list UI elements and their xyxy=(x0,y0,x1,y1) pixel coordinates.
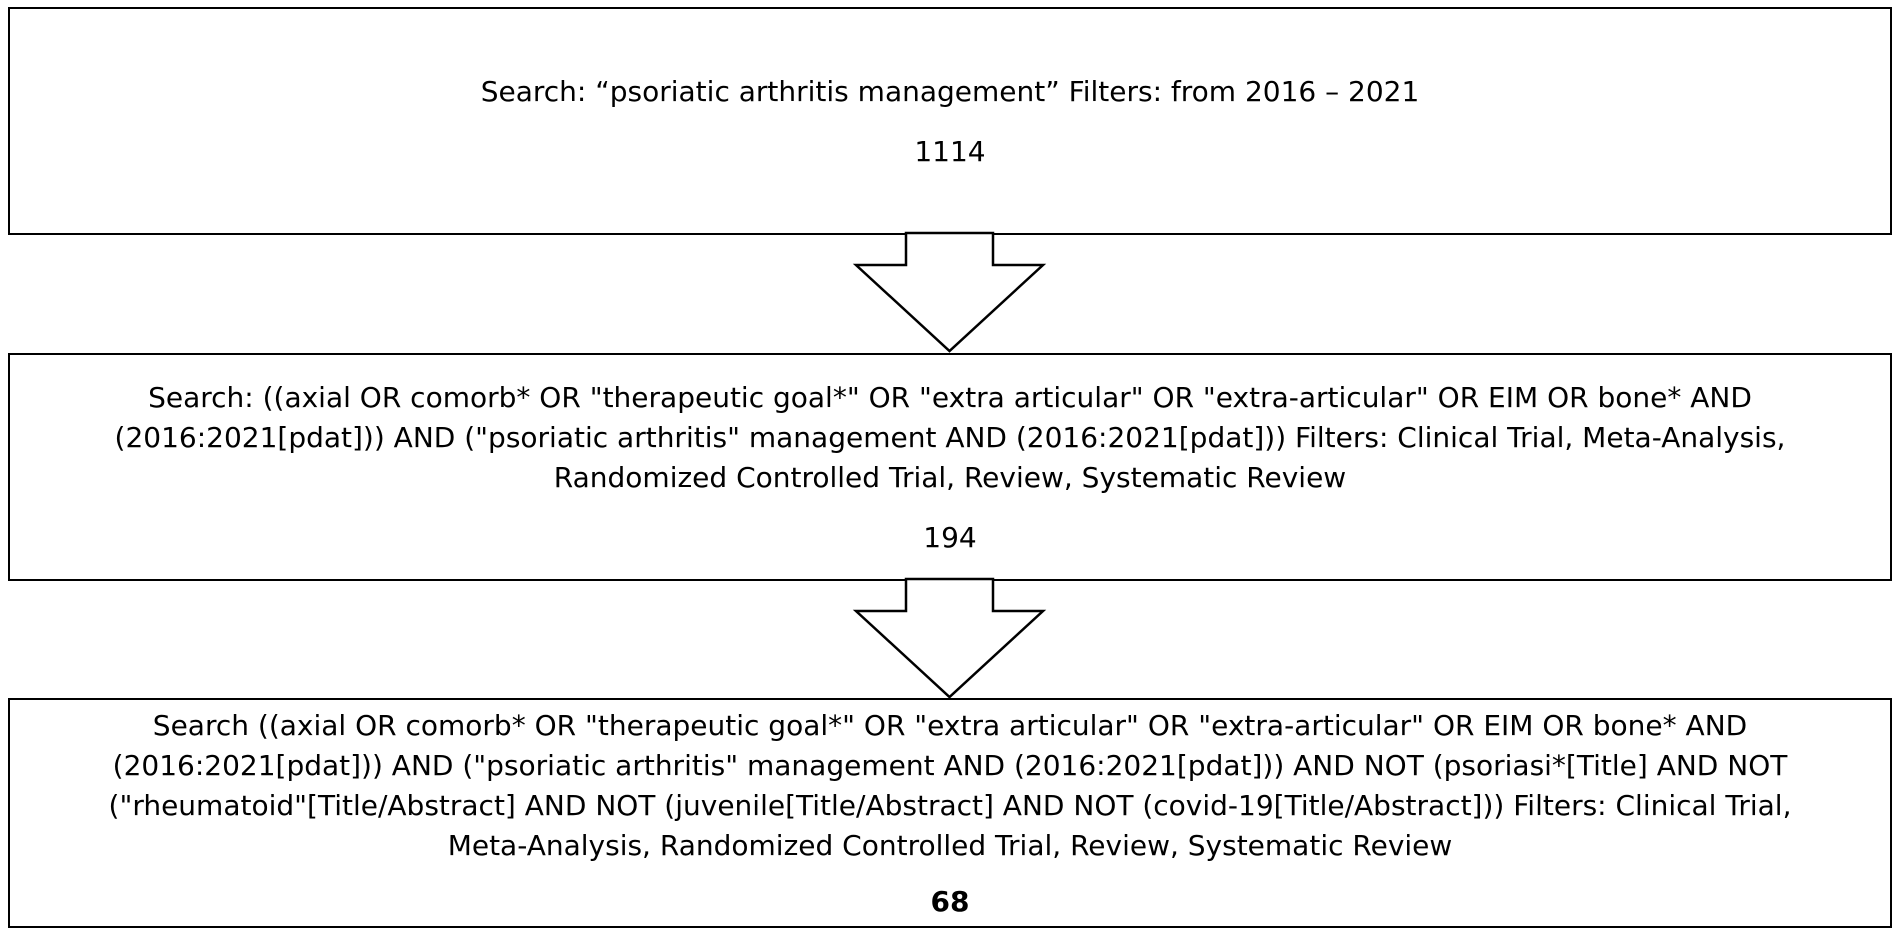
search-step-3-box xyxy=(8,698,1892,928)
search-step-2-query xyxy=(95,378,1806,498)
search-step-3-count: 68 xyxy=(930,885,970,918)
search-step-2-box xyxy=(8,353,1892,581)
query-line: ("rheumatoid"[Title/Abstract] AND NOT (juvenile[Title/Abstract] AND NOT (covid-19[Title/Abstract])) Filters: Clinical Trial, xyxy=(108,789,1792,822)
down-arrow-1-shape xyxy=(856,233,1043,351)
search-step-1-box xyxy=(8,7,1892,235)
query-line: (2016:2021[pdat])) AND ("psoriatic arthritis" management AND (2016:2021[pdat])) AND NOT (psoriasi*[Title] AND NOT xyxy=(112,749,1788,782)
down-arrow-1 xyxy=(0,233,1901,353)
query-line: Meta-Analysis, Randomized Controlled Trial, Review, Systematic Review xyxy=(447,829,1453,862)
down-arrow-2 xyxy=(0,579,1901,699)
query-line: (2016:2021[pdat])) AND ("psoriatic arthritis" management AND (2016:2021[pdat])) Filters: Clinical Trial, Meta-Analysis, xyxy=(114,421,1786,454)
query-line: Search ((axial OR comorb* OR "therapeutic goal*" OR "extra articular" OR "extra-articular" OR EIM OR bone* AND xyxy=(152,709,1748,742)
search-step-3-query xyxy=(89,706,1812,866)
search-step-2-count: 194 xyxy=(923,521,977,554)
query-line: Randomized Controlled Trial, Review, Systematic Review xyxy=(553,461,1347,494)
down-arrow-2-shape xyxy=(856,579,1043,697)
search-step-1-query xyxy=(461,72,1440,112)
search-step-1-count: 1114 xyxy=(914,135,986,168)
query-line: Search: “psoriatic arthritis management” Filters: from 2016 – 2021 xyxy=(480,75,1420,108)
query-line: Search: ((axial OR comorb* OR "therapeutic goal*" OR "extra articular" OR "extra-articular" OR EIM OR bone* AND xyxy=(148,381,1752,414)
